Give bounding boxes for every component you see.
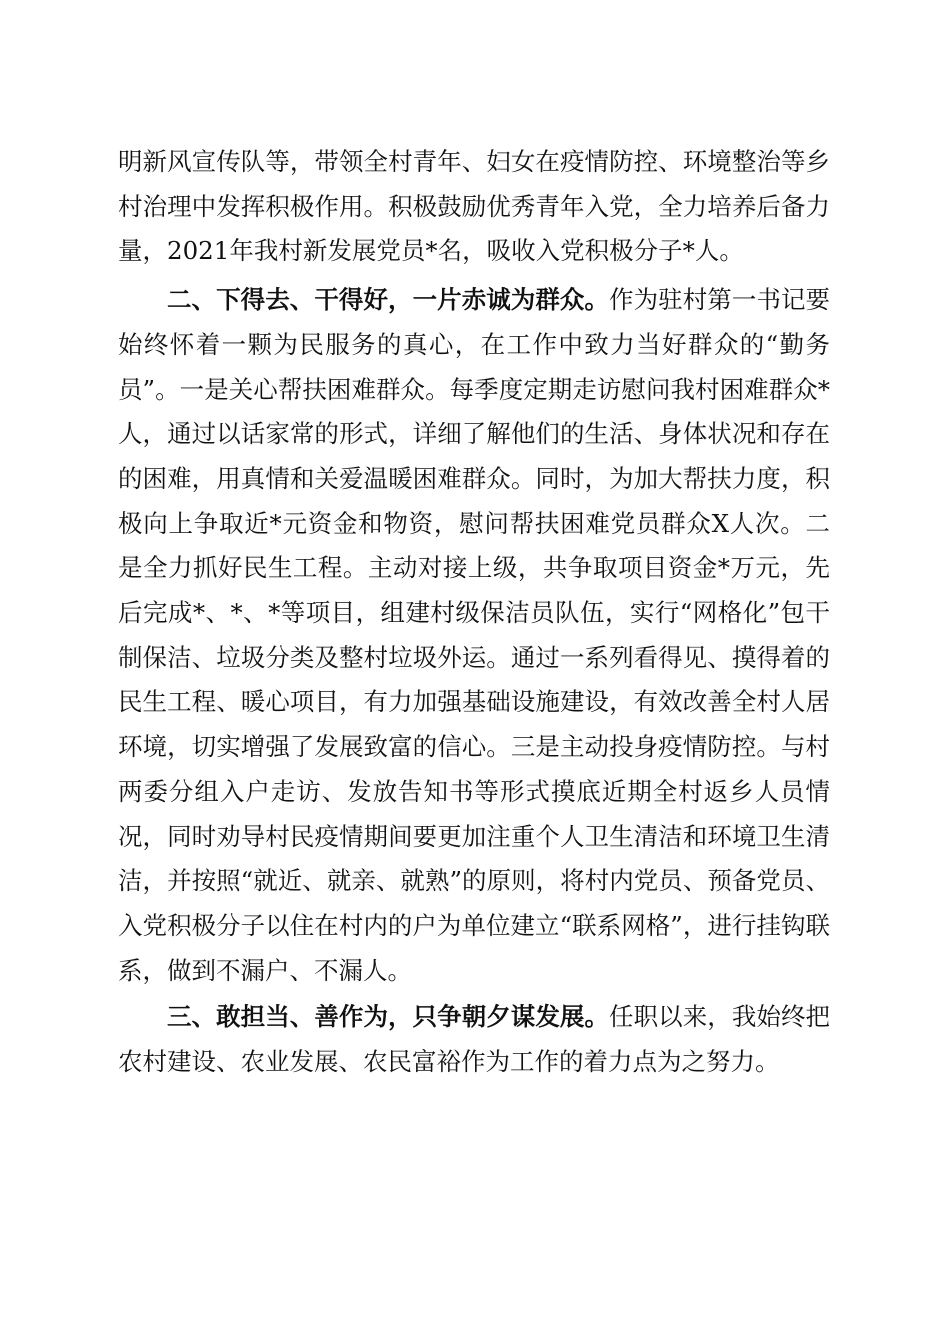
paragraph-2 [118,278,830,993]
document-body [118,140,830,1085]
paragraph-1-body: 明新风宣传队等，带领全村青年、妇女在疫情防控、环境整治等乡村治理中发挥积极作用。积极鼓励优秀青年入党，全力培养后备力量，2021年我村新发展党员*名，吸收入党积极分子*人。 [118,147,830,266]
paragraph-2-body: 作为驻村第一书记要始终怀着一颗为民服务的真心，在工作中致力当好群众的“勤务员”。一是关心帮扶困难群众。每季度定期走访慰问我村困难群众*人，通过以话家常的形式，详细了解他们的生活、身体状况和存在的困难，用真情和关爱温暖困难群众。同时，为加大帮扶力度，积极向上争取近*元资金和物资，慰问帮扶困难党员群众X人次。二是全力抓好民生工程。主动对接上级，共争取项目资金*万元，先后完成*、*、*等项目，组建村级保洁员队伍，实行“网格化”包干制保洁、垃圾分类及整村垃圾外运。通过一系列看得见、摸得着的民生工程、暖心项目，有力加强基础设施建设，有效改善全村人居环境，切实增强了发展致富的信心。三是主动投身疫情防控。与村两委分组入户走访、发放告知书等形式摸底近期全村返乡人员情况，同时劝导村民疫情期间要更加注重个人卫生清洁和环境卫生清洁，并按照“就近、就亲、就熟”的原则，将村内党员、预备党员、入党积极分子以住在村内的户为单位建立“联系网格”，进行挂钩联系，做到不漏户、不漏人。 [118,285,831,985]
paragraph-3 [118,995,830,1084]
section-heading-2: 二、下得去、干得好，一片赤诚为群众。 [167,285,610,315]
section-heading-3: 三、敢担当、善作为，只争朝夕谋发展。 [167,1002,610,1032]
paragraph-3-body: 任职以来，我始终把农村建设、农业发展、农民富裕作为工作的着力点为之努力。 [118,1002,831,1077]
paragraph-1 [118,140,830,274]
